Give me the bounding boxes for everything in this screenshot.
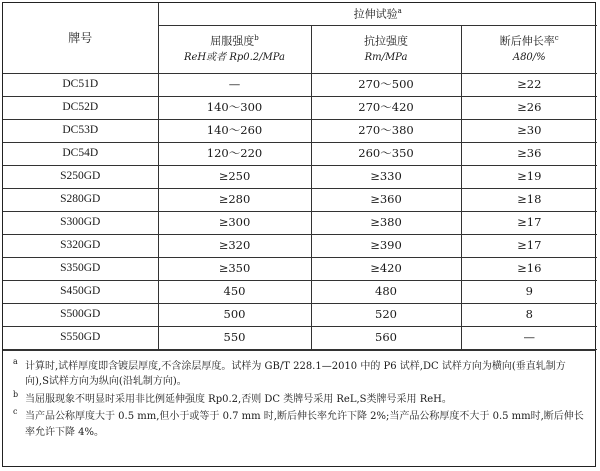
table-row: S300GD ≥300 ≥380 ≥17 [3,211,597,234]
table-row: DC53D 140～260 270～380 ≥30 [3,119,597,142]
table-row: S320GD ≥320 ≥390 ≥17 [3,234,597,257]
table-row: S350GD ≥350 ≥420 ≥16 [3,257,597,280]
table-row: S280GD ≥280 ≥360 ≥18 [3,188,597,211]
footnotes [3,350,595,441]
table-row: DC54D 120～220 260～350 ≥36 [3,142,597,165]
tensile-test-table [3,3,597,350]
header-elongation: 断后伸长率$^c$ A80/% [461,25,597,73]
header-tensile-strength: 抗拉强度 Rm/MPa [311,25,461,73]
table-row: S500GD 500 520 8 [3,303,597,326]
header-yield-strength: 屈服强度$^b$ ReH或者 Rp0.2/MPa [158,25,311,73]
table-row: DC51D — 270～500 ≥22 [3,73,597,96]
footnote-c: c 当产品公称厚度大于 0.5 mm,但小于或等于 0.7 mm 时,断后伸长率允许下降 2%;当产品公称厚度不大于 0.5 mm时,断后伸长率允许下降 4%。 [13,407,584,438]
header-grade: 牌号 [3,3,158,73]
table-row: S250GD ≥250 ≥330 ≥19 [3,165,597,188]
table-row: S550GD 550 560 — [3,326,597,349]
footnote-b: b 当屈服现象不明显时采用非比例延伸强度 Rp0.2,否则 DC 类牌号采用 ReL,S类牌号采用 ReH。 [13,389,452,405]
table-row: DC52D 140～300 270～420 ≥26 [3,96,597,119]
header-tensile-test: 拉伸试验$^a$ [158,3,597,25]
footnote-a: a 计算时,试样厚度即含镀层厚度,不含涂层厚度。试样为 GB/T 228.1—2010 中的 P6 试样,DC 试样方向为横向(垂直轧制方向),S试样方向为纵向(沿轧制方向)。 [13,356,566,387]
table-row: S450GD 450 480 9 [3,280,597,303]
standards-table-page [2,2,596,467]
